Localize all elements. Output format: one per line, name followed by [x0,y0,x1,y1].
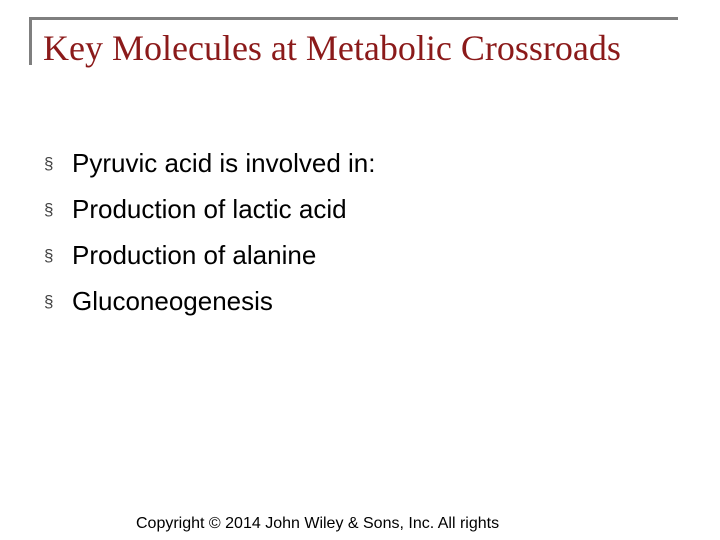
title-frame-left-line [29,17,32,65]
bullet-item [44,232,375,278]
bullet-item [44,186,375,232]
title-frame-top-line [29,17,678,20]
bullet-marker-icon: § [44,292,54,311]
bullet-list [44,140,375,324]
bullet-text: Pyruvic acid is involved in: [72,147,376,178]
bullet-text: Gluconeogenesis [72,285,273,316]
bullet-marker-icon: § [44,200,54,219]
bullet-marker-icon: § [44,246,54,265]
slide-title: Key Molecules at Metabolic Crossroads [43,28,621,68]
bullet-text: Production of alanine [72,239,317,270]
bullet-marker-icon: § [44,154,54,173]
bullet-text: Production of lactic acid [72,193,347,224]
bullet-item [44,140,375,186]
bullet-item [44,278,375,324]
copyright-footer: Copyright © 2014 John Wiley & Sons, Inc. All rights [136,515,500,532]
